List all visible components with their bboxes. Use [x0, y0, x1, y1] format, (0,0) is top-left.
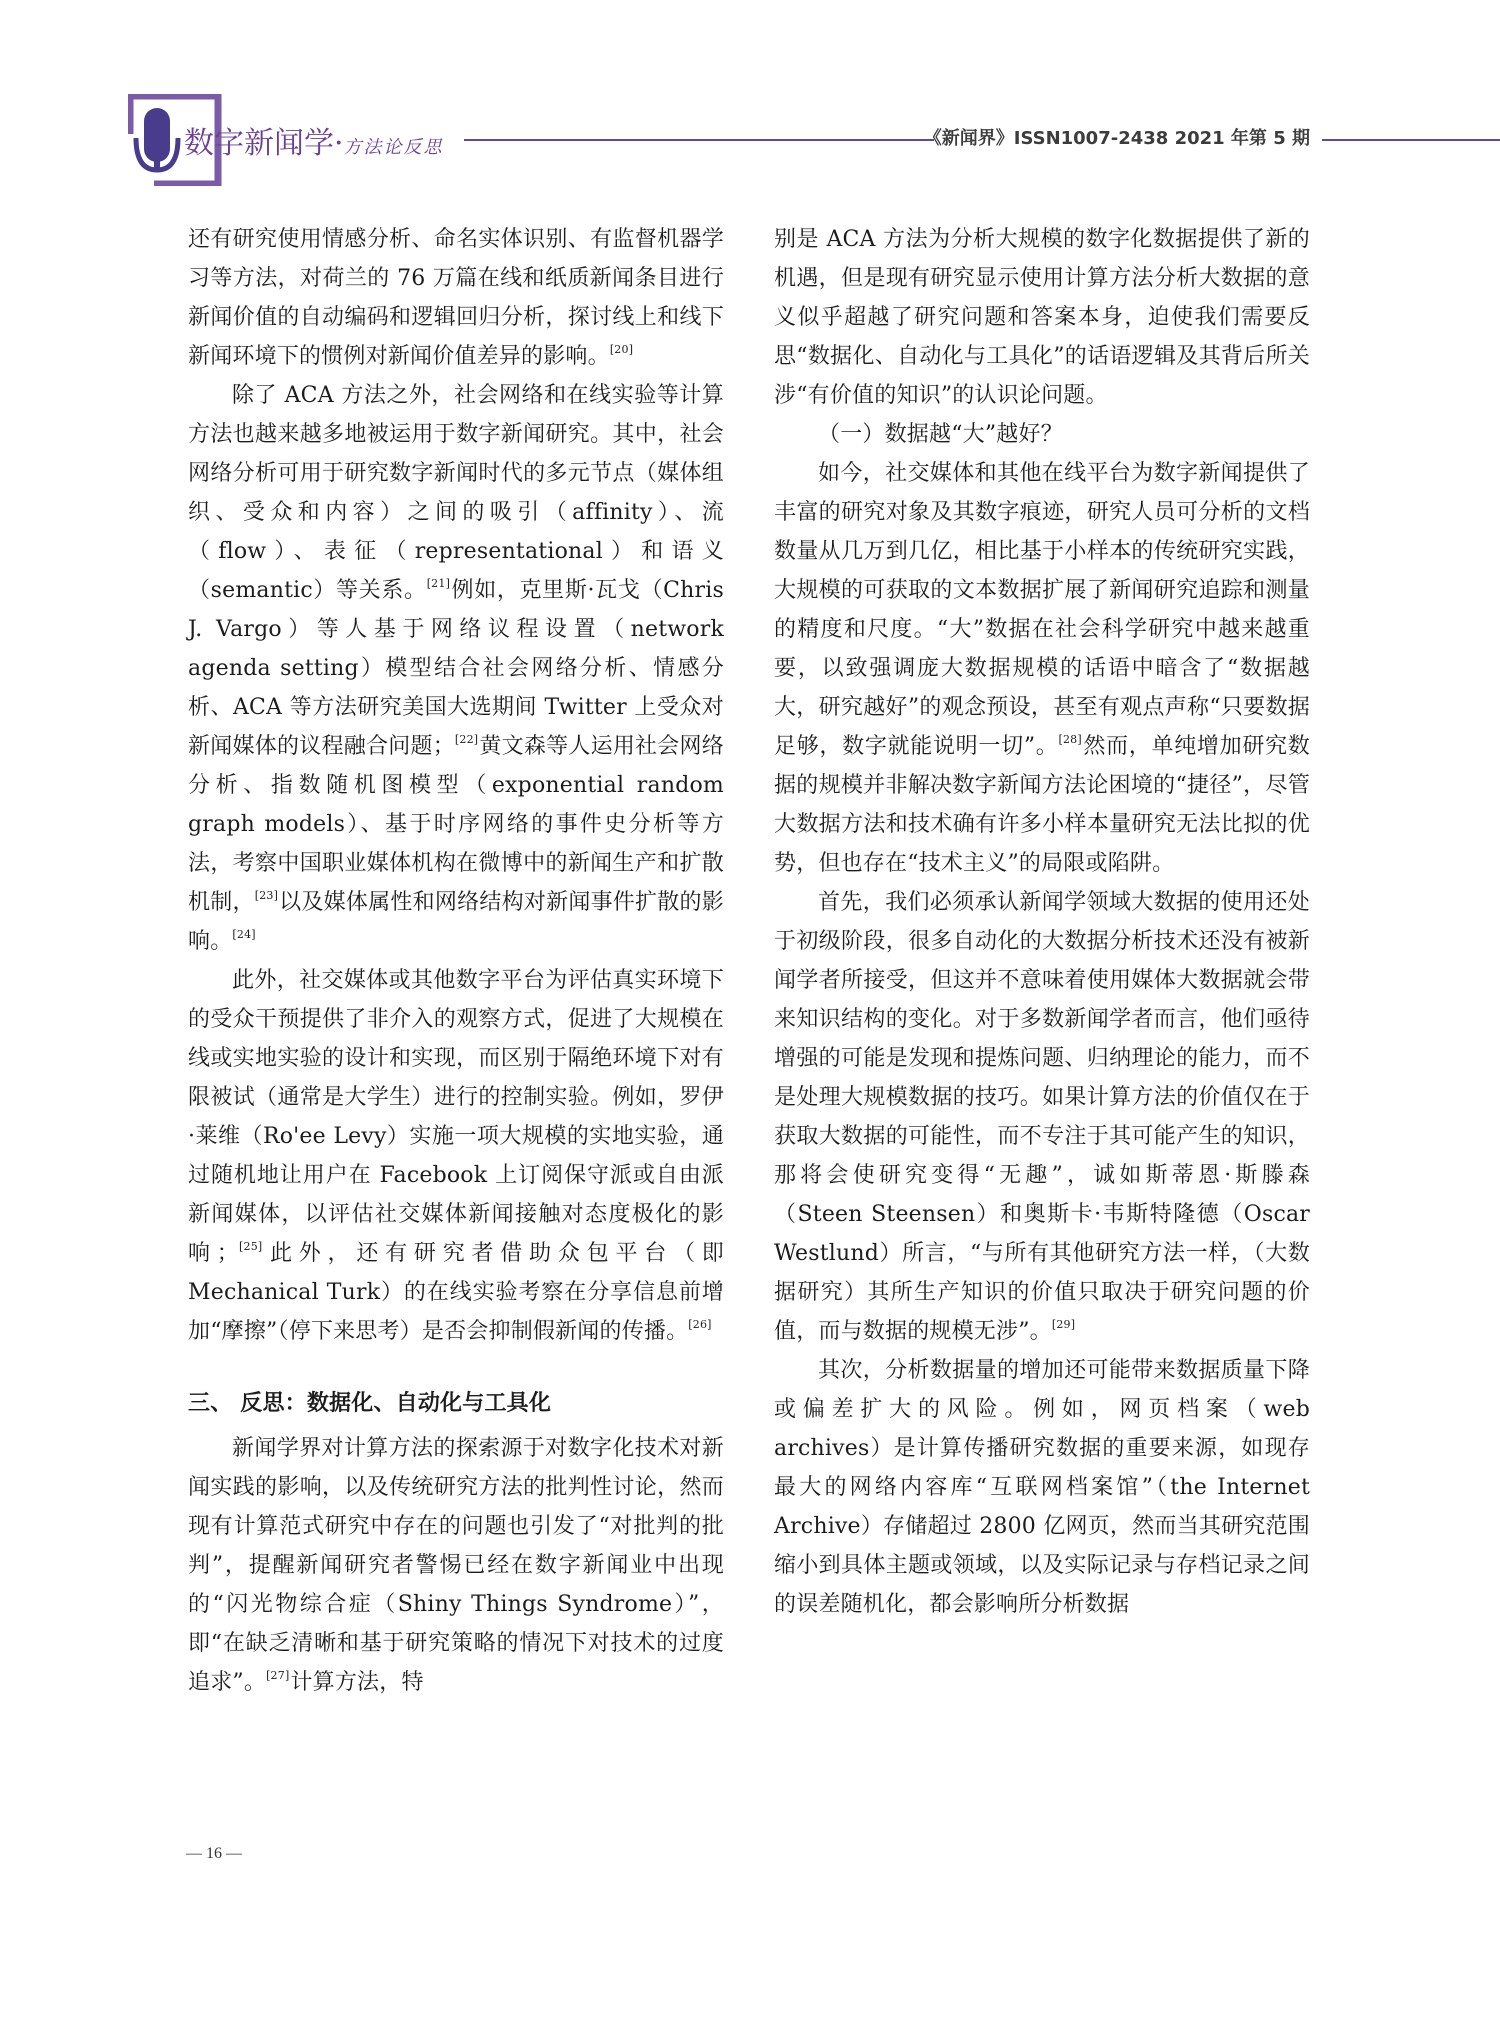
- citation-ref[interactable]: [26]: [688, 1318, 712, 1331]
- citation-ref[interactable]: [22]: [454, 733, 479, 746]
- right-column: [774, 220, 1310, 1624]
- citation-ref[interactable]: [24]: [232, 928, 256, 941]
- journal-issue: 《新闻界》ISSN1007-2438 2021 年第 5 期: [923, 128, 1310, 149]
- paragraph: 除了 ACA 方法之外，社会网络和在线实验等计算方法也越来越多地被运用于数字新闻研究。其中，社会网络分析可用于研究数字新闻时代的多元节点（媒体组织、受众和内容）之间的吸引（affinity）、流（flow）、表征（representational）和语义（semantic）等关系。[21]例如，克里斯·瓦戈（Chris J. Vargo）等人基于网络议程设置（network agenda setting）模型结合社会网络分析、情感分析、ACA 等方法研究美国大选期间 Twitter 上受众对新闻媒体的议程融合问题；[22]黄文森等人运用社会网络分析、指数随机图模型（exponential random graph models）、基于时序网络的事件史分析等方法，考察中国职业媒体机构在微博中的新闻生产和扩散机制，[23]以及媒体属性和网络结构对新闻事件扩散的影响。[24]: [188, 383, 724, 954]
- citation-ref[interactable]: [27]: [266, 1669, 290, 1682]
- brand-separator: ·: [334, 126, 344, 161]
- paragraph: 还有研究使用情感分析、命名实体识别、有监督机器学习等方法，对荷兰的 76 万篇在线和纸质新闻条目进行新闻价值的自动编码和逻辑回归分析，探讨线上和线下新闻环境下的惯例对新闻价值差异的影响。[20]: [188, 227, 724, 369]
- citation-ref[interactable]: [20]: [609, 343, 634, 356]
- paragraph: 新闻学界对计算方法的探索源于对数字化技术对新闻实践的影响，以及传统研究方法的批判性讨论，然而现有计算范式研究中存在的问题也引发了“对批判的批判”，提醒新闻研究者警惕已经在数字新闻业中出现的“闪光物综合症（Shiny Things Syndrome）”，即“在缺乏清晰和基于研究策略的情况下对技术的过度追求”。[27]计算方法，特: [188, 1436, 724, 1695]
- section-heading: 三、 反思：数据化、自动化与工具化: [188, 1391, 552, 1416]
- citation-ref[interactable]: [28]: [1058, 733, 1082, 746]
- header-rule-right: [1322, 139, 1500, 141]
- left-column: [188, 220, 724, 1702]
- citation-ref[interactable]: [21]: [426, 577, 451, 590]
- brand-title: 数字新闻学: [184, 126, 334, 161]
- paragraph: 此外，社交媒体或其他数字平台为评估真实环境下的受众干预提供了非介入的观察方式，促进了大规模在线或实地实验的设计和实现，而区别于隔绝环境下对有限被试（通常是大学生）进行的控制实验。例如，罗伊·莱维（Ro'ee Levy）实施一项大规模的实地实验，通过随机地让用户在 Facebook 上订阅保守派或自由派新闻媒体，以评估社交媒体新闻接触对态度极化的影响；[25]此外，还有研究者借助众包平台（即 Mechanical Turk）的在线实验考察在分享信息前增加“摩擦”（停下来思考）是否会抑制假新闻的传播。[26]: [188, 968, 725, 1344]
- section-subtitle: 方法论反思: [343, 137, 444, 158]
- subsection-heading: （一）数据越“大”越好？: [818, 422, 1063, 447]
- header-rule-left: [464, 139, 934, 141]
- paragraph: 首先，我们必须承认新闻学领域大数据的使用还处于初级阶段，很多自动化的大数据分析技术还没有被新闻学者所接受，但这并不意味着使用媒体大数据就会带来知识结构的变化。对于多数新闻学者而言，他们亟待增强的可能是发现和提炼问题、归纳理论的能力，而不是处理大规模数据的技巧。如果计算方法的价值仅在于获取大数据的可能性，而不专注于其可能产生的知识，那将会使研究变得“无趣”，诚如斯蒂恩·斯滕森（Steen Steensen）和奥斯卡·韦斯特隆德（Oscar Westlund）所言，“与所有其他研究方法一样，（大数据研究）其所生产知识的价值只取决于研究问题的价值，而与数据的规模无涉”。[29]: [774, 890, 1310, 1344]
- paragraph: 如今，社交媒体和其他在线平台为数字新闻提供了丰富的研究对象及其数字痕迹，研究人员可分析的文档数量从几万到几亿，相比基于小样本的传统研究实践，大规模的可获取的文本数据扩展了新闻研究追踪和测量的精度和尺度。“大”数据在社会科学研究中越来越重要，以致强调庞大数据规模的话语中暗含了“数据越大，研究越好”的观念预设，甚至有观点声称“只要数据足够，数字就能说明一切”。[28]然而，单纯增加研究数据的规模并非解决数字新闻方法论困境的“捷径”，尽管大数据方法和技术确有许多小样本量研究无法比拟的优势，但也存在“技术主义”的局限或陷阱。: [774, 461, 1310, 876]
- page-number: — 16 —: [186, 1845, 242, 1862]
- section-brand: [184, 118, 444, 160]
- paragraph: 别是 ACA 方法为分析大规模的数字化数据提供了新的机遇，但是现有研究显示使用计算方法分析大数据的意义似乎超越了研究问题和答案本身，迫使我们需要反思“数据化、自动化与工具化”的话语逻辑及其背后所关涉“有价值的知识”的认识论问题。: [774, 227, 1310, 408]
- paragraph: 其次，分析数据量的增加还可能带来数据质量下降或偏差扩大的风险。例如，网页档案（web archives）是计算传播研究数据的重要来源，如现存最大的网络内容库“互联网档案馆”（the Internet Archive）存储超过 2800 亿网页，然而当其研究范围缩小到具体主题或领域，以及实际记录与存档记录之间的误差随机化，都会影响所分析数据: [774, 1358, 1310, 1617]
- citation-ref[interactable]: [29]: [1051, 1318, 1076, 1331]
- citation-ref[interactable]: [23]: [254, 889, 279, 902]
- citation-ref[interactable]: [25]: [239, 1240, 263, 1253]
